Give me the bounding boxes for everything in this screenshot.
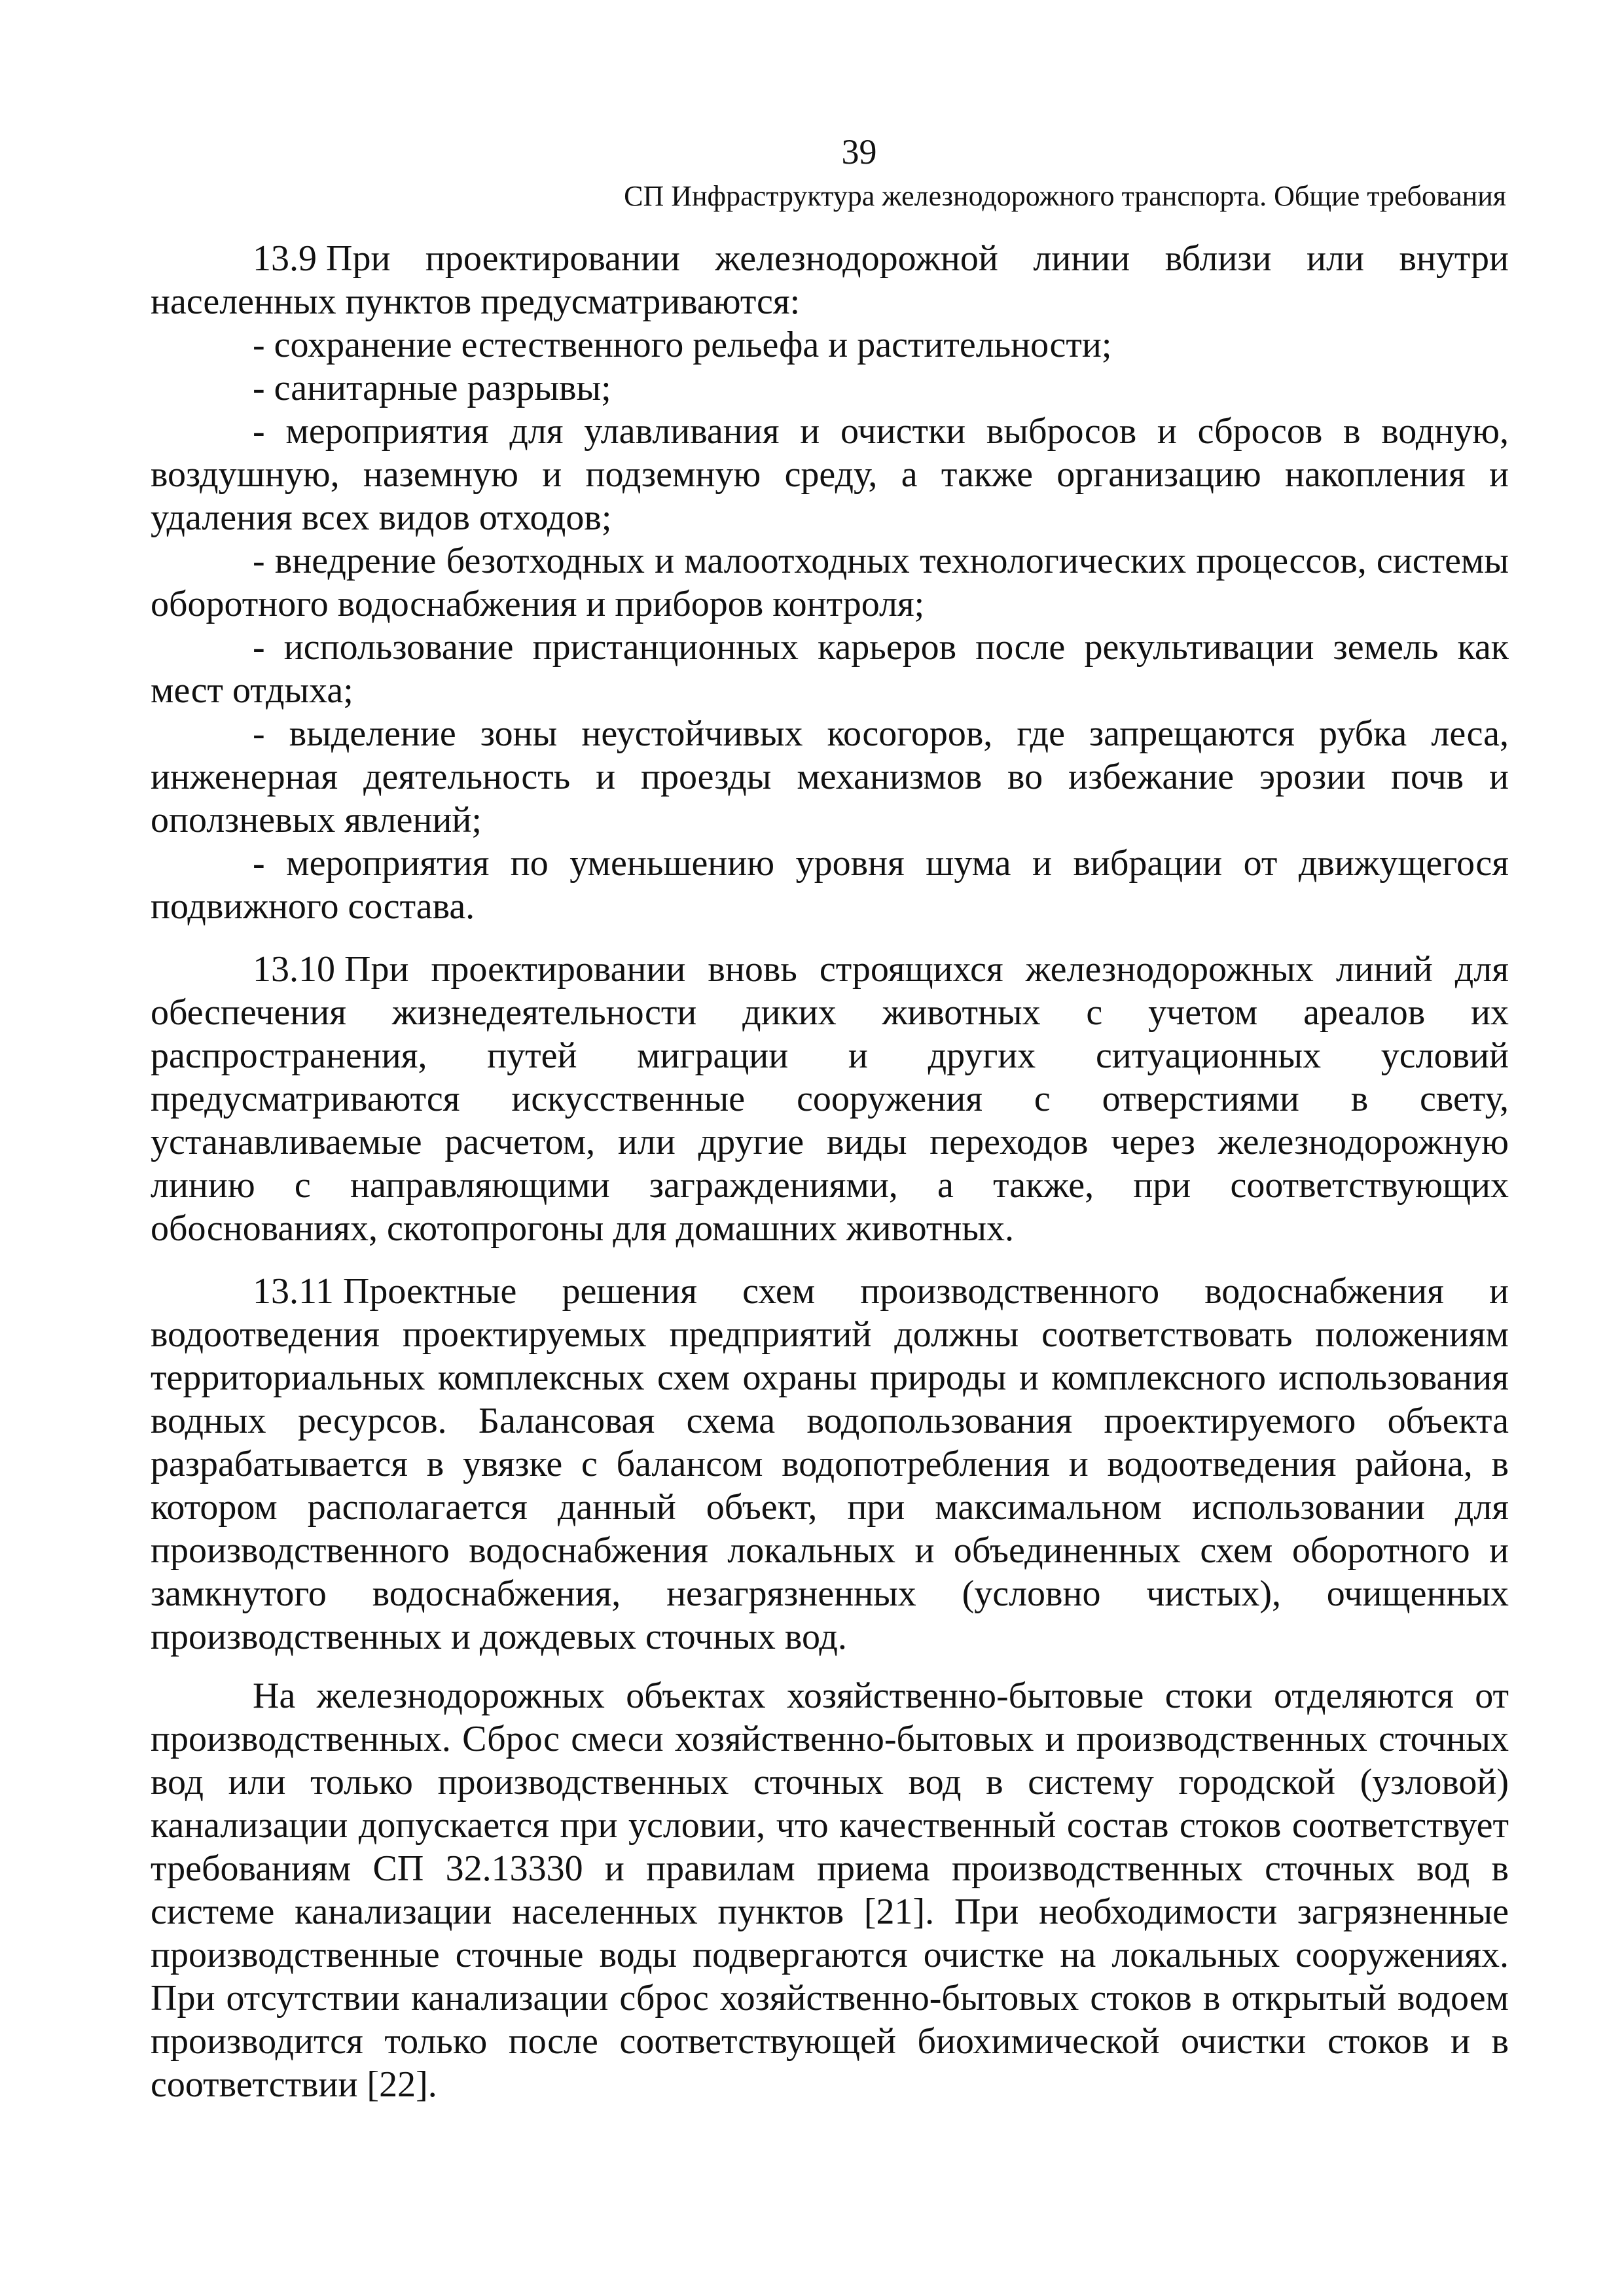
list-item: - санитарные разрывы;: [253, 367, 611, 408]
page-number: 39: [841, 132, 877, 171]
list-item: - мероприятия для улавливания и очистки выбросов и сбросов в водную, воздушную, наземную и подземную среду, а также организацию накопления и удаления всех видов отходов;: [151, 410, 1509, 538]
list-item: - внедрение безотходных и малоотходных технологических процессов, системы оборотного водоснабжения и приборов контроля;: [151, 540, 1509, 624]
list-item: - мероприятия по уменьшению уровня шума и вибрации от движущегося подвижного состава.: [151, 842, 1509, 927]
list-item: - использование пристанционных карьеров после рекультивации земель как мест отдыха;: [151, 626, 1509, 711]
section-text: При проектировании вновь строящихся железнодорожных линий для обеспечения жизнедеятельности диких животных с учетом ареалов их распространения, путей миграции и других ситуационных условий предусматриваются искусственные сооружения с отверстиями в свету, устанавливаемые расчетом, или другие виды переходов через железнодорожную линию с направляющими заграждениями, а также, при соответствующих обоснованиях, скотопрогоны для домашних животных.: [151, 948, 1509, 1249]
section-text: Проектные решения схем производственного водоснабжения и водоотведения проектируемых предприятий должны соответствовать положениям территориальных комплексных схем охраны природы и комплексного использования водных ресурсов. Балансовая схема водопользования проектируемого объекта разрабатывается в увязке с балансом водопотребления и водоотведения района, в котором располагается данный объект, при максимальном использовании для производственного водоснабжения локальных и объединенных схем оборотного и замкнутого водоснабжения, незагрязненных (условно чистых), очищенных производственных и дождевых сточных вод.: [151, 1270, 1509, 1657]
section-13-9-intro: [151, 237, 1509, 323]
section-13-11-continuation: На железнодорожных объектах хозяйственно-бытовые стоки отделяются от производственных. Сброс смеси хозяйственно-бытовых и производственных сточных вод или только производственных сточных вод в систему городской (узловой) канализации допускается при условии, что качественный состав стоков соответствует требованиям СП 32.13330 и правилам приема производственных сточных вод в системе канализации населенных пунктов [21]. При необходимости загрязненные производственные сточные воды подвергаются очистке на локальных сооружениях. При отсутствии канализации сброс хозяйственно-бытовых стоков в открытый водоем производится только после соответствующей биохимической очистки стоков и в соответствии [22].: [151, 1675, 1509, 2105]
section-number: 13.11: [253, 1270, 334, 1312]
running-title: СП Инфраструктура железнодорожного транспорта. Общие требования: [624, 179, 1506, 212]
list-item: - сохранение естественного рельефа и растительности;: [253, 324, 1112, 365]
list-item: - выделение зоны неустойчивых косогоров, где запрещаются рубка леса, инженерная деятельность и проезды механизмов во избежание эрозии почв и оползневых явлений;: [151, 713, 1509, 840]
section-13-10-text: [151, 948, 1509, 1250]
document-page: [151, 131, 1509, 2106]
section-13-11-text: [151, 1270, 1509, 1659]
section-text: При проектировании железнодорожной линии вблизи или внутри населенных пунктов предусматриваются:: [151, 238, 1509, 322]
section-number: 13.9: [253, 238, 317, 279]
section-13-9: [151, 237, 1509, 928]
section-13-10: [151, 948, 1509, 1250]
section-number: 13.10: [253, 948, 335, 990]
section-13-11: [151, 1270, 1509, 2106]
